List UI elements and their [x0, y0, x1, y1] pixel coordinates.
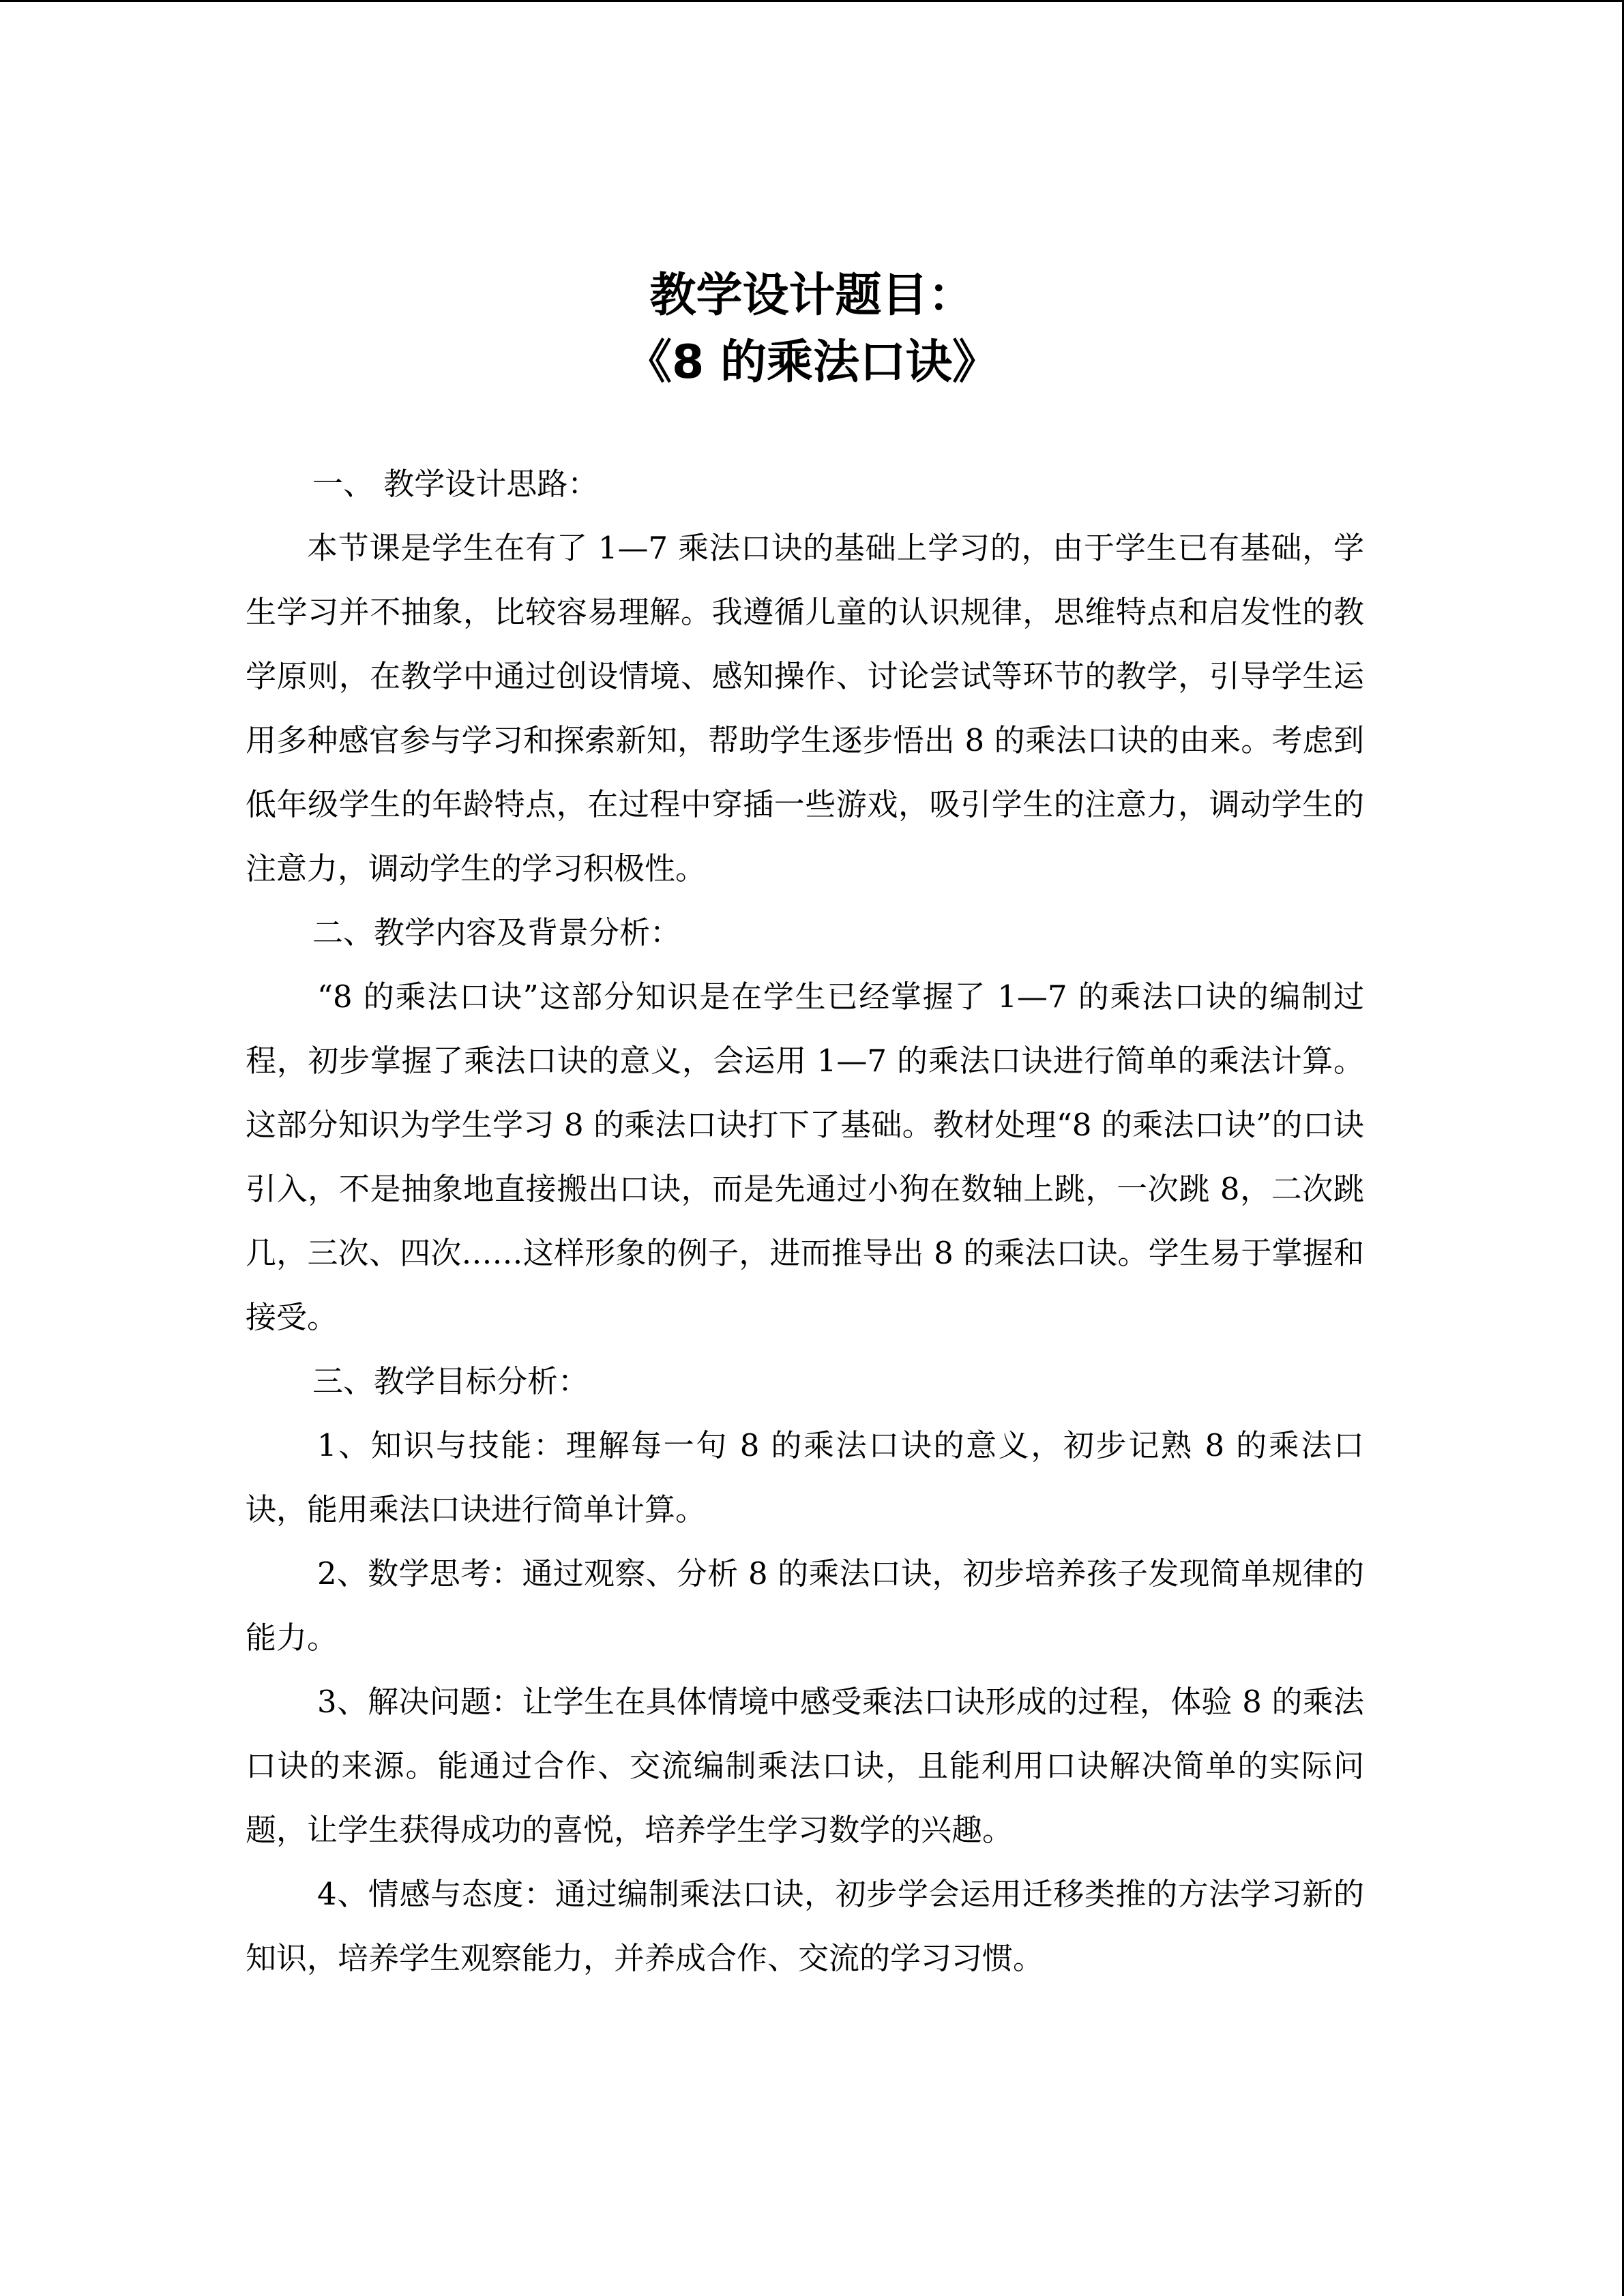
section-body-1: 本节课是学生在有了 1—7 乘法口诀的基础上学习的，由于学生已有基础，学生学习并不抽象，比较容易理解。我遵循儿童的认识规律，思维特点和启发性的教学原则，在教学中通过创设情境、感知操作、讨论尝试等环节的教学，引导学生运用多种感官参与学习和探索新知，帮助学生逐步悟出 8 的乘法口诀的由来。考虑到低年级学生的年龄特点，在过程中穿插一些游戏，吸引学生的注意力，调动学生的注意力，调动学生的学习积极性。: [246, 530, 1364, 886]
objective-item-4: 4、情感与态度：通过编制乘法口诀，初步学会运用迁移类推的方法学习新的知识，培养学生观察能力，并养成合作、交流的学习习惯。: [246, 1876, 1364, 1976]
section-body-2: “8 的乘法口诀”这部分知识是在学生已经掌握了 1—7 的乘法口诀的编制过程，初步掌握了乘法口诀的意义，会运用 1—7 的乘法口诀进行简单的乘法计算。这部分知识为学生学习 8 的乘法口诀打下了基础。教材处理“8 的乘法口诀”的口诀引入，不是抽象地直接搬出口诀，而是先通过小狗在数轴上跳，一次跳 8，二次跳几，三次、四次……这样形象的例子，进而推导出 8 的乘法口诀。学生易于掌握和接受。: [246, 979, 1364, 1335]
objective-item-1: 1、知识与技能：理解每一句 8 的乘法口诀的意义，初步记熟 8 的乘法口诀，能用乘法口诀进行简单计算。: [246, 1427, 1364, 1527]
title-line-2: 《8 的乘法口诀》: [625, 336, 999, 389]
section-heading-2: 二、教学内容及背景分析：: [312, 914, 681, 951]
title-line-1: 教学设计题目：: [649, 269, 975, 323]
section-heading-3: 三、教学目标分析：: [312, 1363, 589, 1399]
document-title: [0, 263, 1624, 396]
objective-item-2: 2、数学思考：通过观察、分析 8 的乘法口诀，初步培养孩子发现简单规律的能力。: [246, 1555, 1364, 1656]
page-border-top: [0, 0, 1624, 2]
section-heading-1: 一、 教学设计思路：: [312, 466, 599, 502]
document-body: [246, 452, 1364, 1991]
objective-item-3: 3、解决问题：让学生在具体情境中感受乘法口诀形成的过程，体验 8 的乘法口诀的来源。能通过合作、交流编制乘法口诀，且能利用口诀解决简单的实际问题，让学生获得成功的喜悦，培养学生学习数学的兴趣。: [246, 1684, 1364, 1848]
